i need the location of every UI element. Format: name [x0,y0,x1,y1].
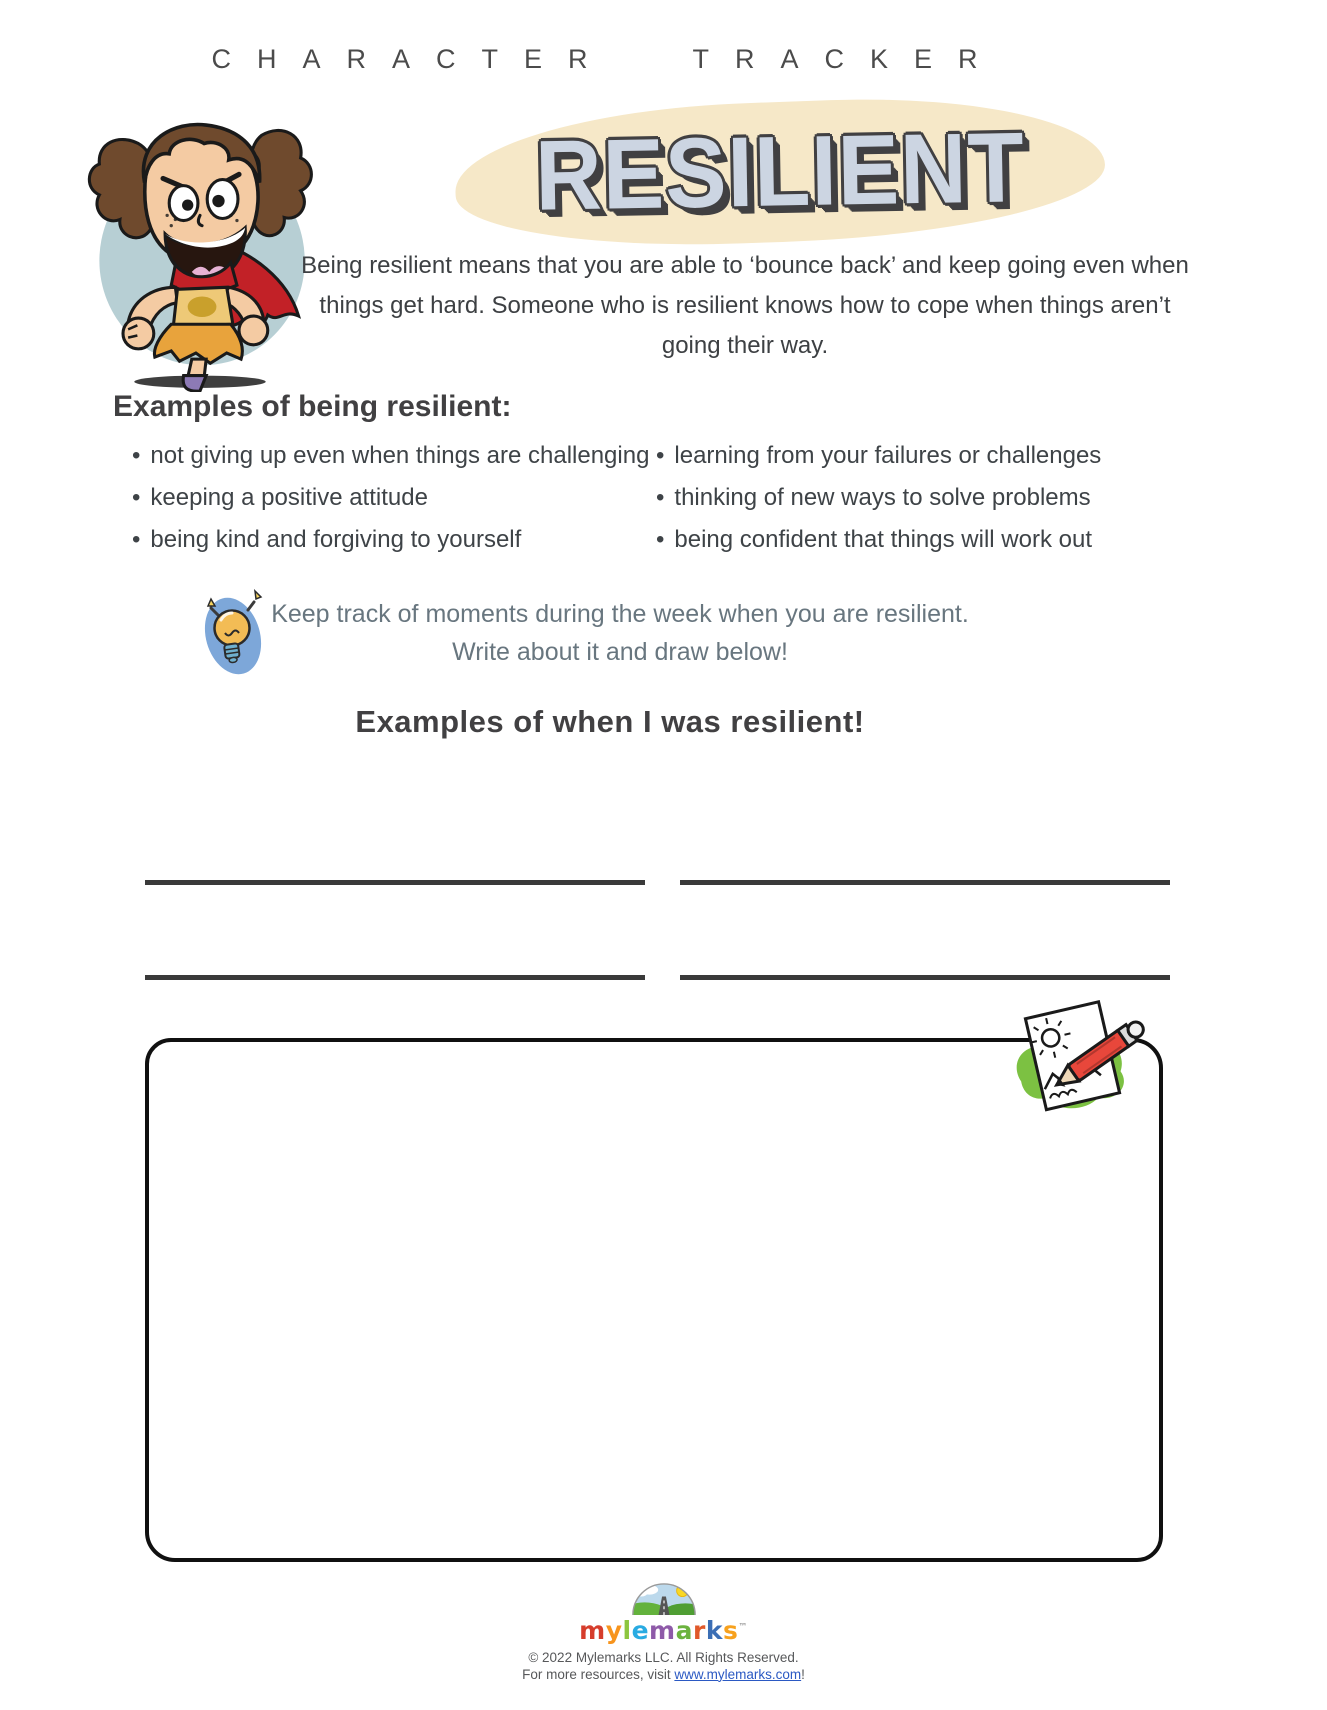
mylemarks-arc-logo-icon [629,1580,699,1617]
examples-heading: Examples of being resilient: [113,390,512,423]
writing-line-2[interactable] [680,880,1170,885]
example-item: • being confident that things will work out [656,526,1101,554]
tracker-heading: Examples of when I was resilient! [355,704,865,739]
resources-prefix: For more resources, visit [522,1666,675,1682]
footer [0,1580,1327,1682]
resources-suffix: ! [801,1666,805,1682]
mylemarks-wordmark [579,1617,748,1646]
trait-title-banner [455,102,1105,242]
example-item: • not giving up even when things are challenging [132,442,649,470]
trait-title: RESILIENT [534,112,1026,231]
trait-description [245,246,1245,366]
description-line: going their way. [661,332,829,359]
instruction-line-2: Write about it and draw below! [452,638,788,666]
trademark-symbol: ™ [738,1622,748,1633]
logo-letters: mylemarks [579,1616,739,1645]
mylemarks-link[interactable]: www.mylemarks.com [674,1666,802,1682]
writing-line-4[interactable] [680,975,1170,980]
example-item: • learning from your failures or challenges [656,442,1101,470]
writing-line-1[interactable] [145,880,645,885]
example-item: • keeping a positive attitude [132,484,649,512]
example-item: • thinking of new ways to solve problems [656,484,1101,512]
examples-list-left [132,442,649,568]
resources-text [522,1667,805,1682]
pencil-paper-icon [998,982,1166,1124]
description-line: things get hard. Someone who is resilient knows how to cope when things aren’t [319,292,1171,319]
writing-line-3[interactable] [145,975,645,980]
copyright-text: © 2022 Mylemarks LLC. All Rights Reserved. [528,1649,799,1665]
description-line: Being resilient means that you are able to ‘bounce back’ and keep going even when [301,252,1189,279]
example-item: • being kind and forgiving to yourself [132,526,649,554]
page-title: CHARACTER TRACKER [211,44,1004,74]
instruction-line-1: Keep track of moments during the week when you are resilient. [271,600,969,628]
tracker-instructions [60,600,1180,667]
examples-list-right [656,442,1101,568]
